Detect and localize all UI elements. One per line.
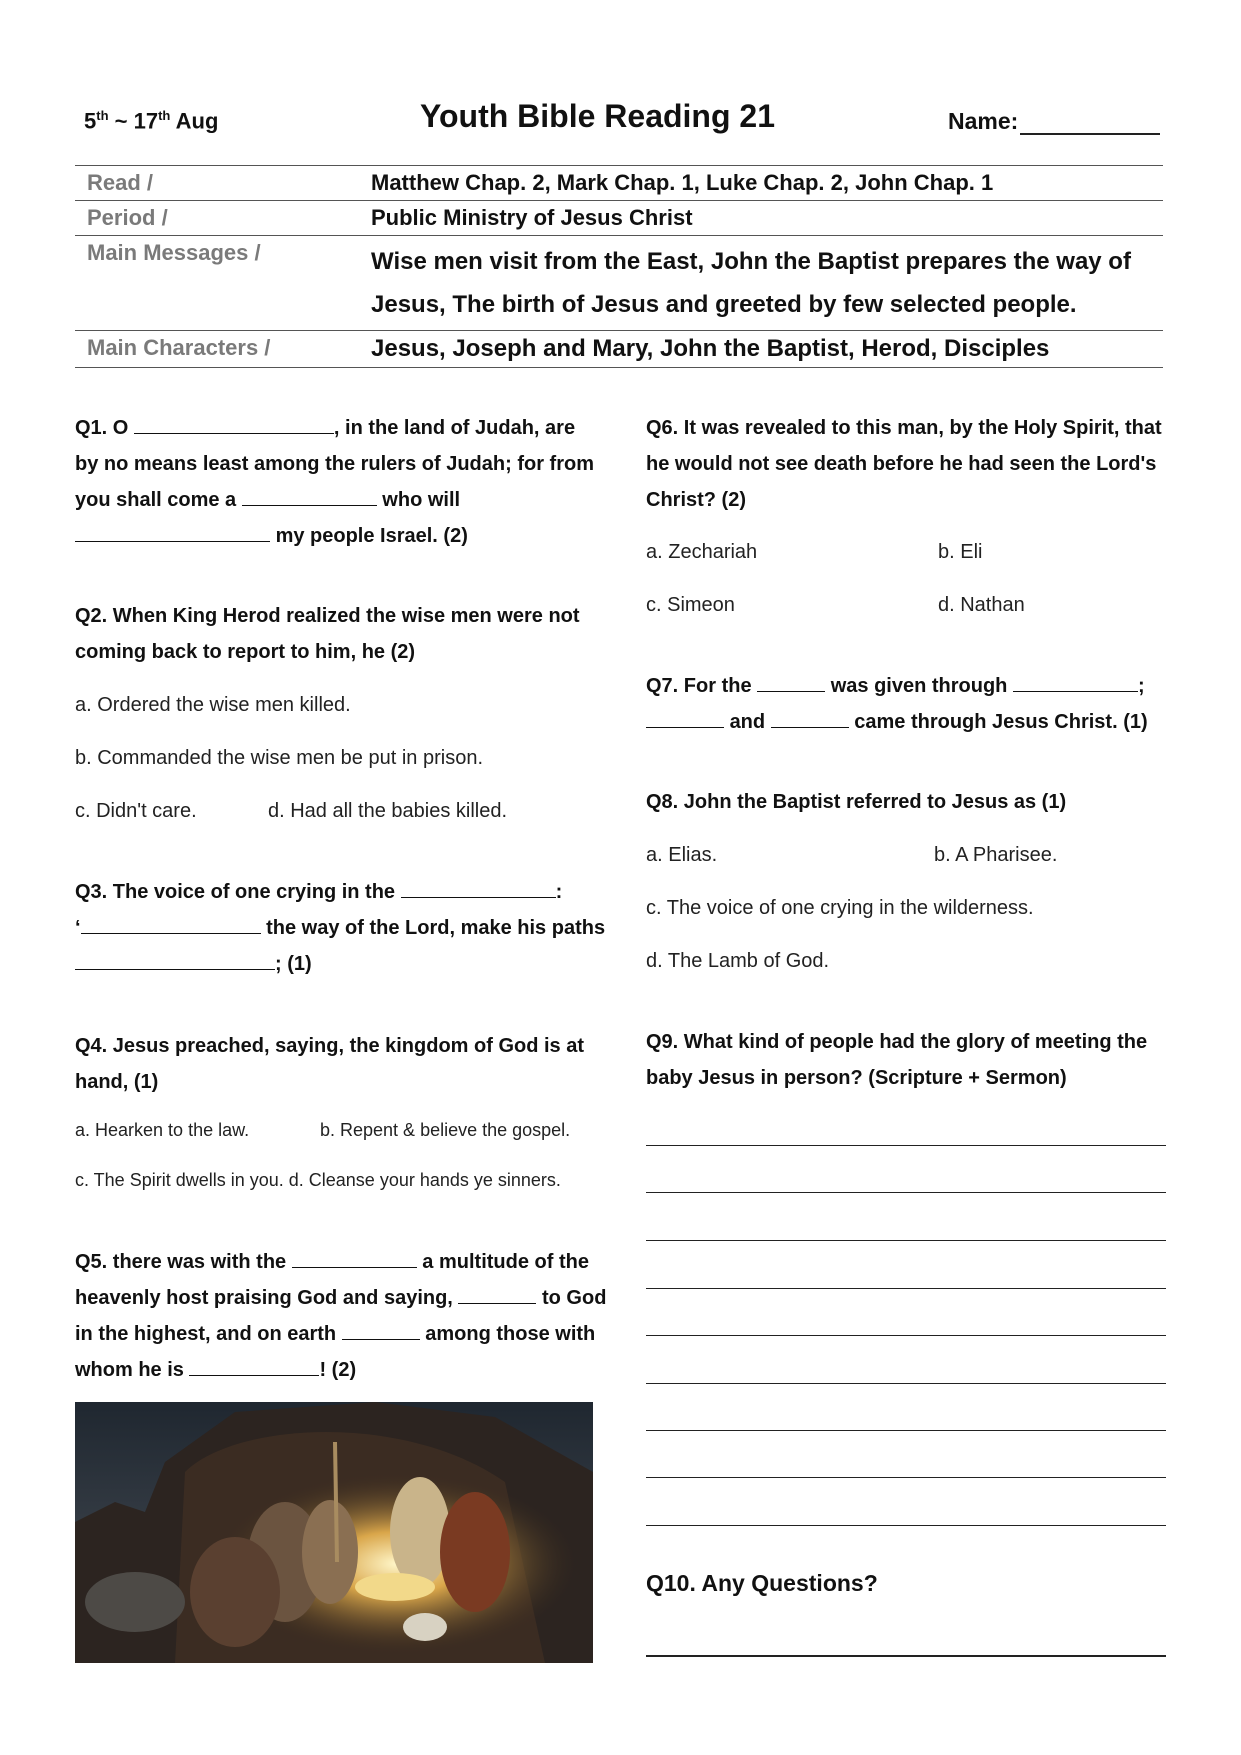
q9-answer-line-8[interactable] (646, 1477, 1166, 1478)
q8-option-a[interactable]: a. Elias. (646, 844, 718, 866)
q8-option-c[interactable]: c. The voice of one crying in the wilderness. (646, 897, 1034, 919)
q6-option-b[interactable]: b. Eli (938, 541, 983, 563)
q1-blank-3[interactable] (75, 521, 270, 542)
reading-info-table (75, 165, 1163, 368)
read-label: Read / (75, 166, 359, 201)
q8-option-d[interactable]: d. The Lamb of God. (646, 950, 830, 972)
q3-blank-2[interactable] (81, 913, 261, 934)
q6-option-d[interactable]: d. Nathan (938, 594, 1025, 616)
q1-blank-2[interactable] (242, 485, 377, 506)
question-1: Q1. O , in the land of Judah, are by no means least among the rulers of Judah; for from you shall come a who will my people Israel. (2) (75, 410, 600, 554)
q4-option-b[interactable]: b. Repent & believe the gospel. (320, 1120, 571, 1140)
reading-dates: 5th ~ 17th Aug (84, 108, 219, 134)
q3-blank-3[interactable] (75, 949, 275, 970)
page-title: Youth Bible Reading 21 (420, 98, 775, 134)
q5-blank-3[interactable] (342, 1319, 420, 1340)
q9-answer-line-5[interactable] (646, 1335, 1166, 1336)
q9-answer-line-1[interactable] (646, 1145, 1166, 1146)
read-value: Matthew Chap. 2, Mark Chap. 1, Luke Chap. 2, John Chap. 1 (359, 166, 1163, 201)
characters-value: Jesus, Joseph and Mary, John the Baptist, Herod, Disciples (359, 331, 1163, 368)
question-4: Q4. Jesus preached, saying, the kingdom of God is at hand, (1) (75, 1035, 585, 1093)
period-value: Public Ministry of Jesus Christ (359, 201, 1163, 236)
question-6: Q6. It was revealed to this man, by the Holy Spirit, that he would not see death before he had seen the Lord's Christ? (2) (646, 417, 1162, 511)
q10-answer-line[interactable] (646, 1655, 1166, 1657)
question-10: Q10. Any Questions? (646, 1570, 878, 1596)
q4-option-a[interactable]: a. Hearken to the law. (75, 1120, 250, 1140)
q9-answer-line-4[interactable] (646, 1288, 1166, 1289)
q2-option-b[interactable]: b. Commanded the wise men be put in prison. (75, 747, 483, 769)
q2-option-c[interactable]: c. Didn't care. (75, 800, 197, 822)
q2-option-d[interactable]: d. Had all the babies killed. (268, 800, 508, 822)
characters-label: Main Characters / (75, 331, 359, 368)
q6-option-a[interactable]: a. Zechariah (646, 541, 758, 563)
q3-blank-1[interactable] (401, 877, 556, 898)
q7-blank-4[interactable] (771, 707, 849, 728)
q9-answer-line-7[interactable] (646, 1430, 1166, 1431)
q5-blank-4[interactable] (189, 1355, 319, 1376)
q9-answer-line-2[interactable] (646, 1192, 1166, 1193)
q7-blank-1[interactable] (757, 671, 825, 692)
nativity-image (75, 1402, 593, 1663)
question-9: Q9. What kind of people had the glory of meeting the baby Jesus in person? (Scripture + Sermon) (646, 1031, 1148, 1089)
question-8: Q8. John the Baptist referred to Jesus as (1) (646, 791, 1067, 813)
q6-option-c[interactable]: c. Simeon (646, 594, 735, 616)
question-2: Q2. When King Herod realized the wise men were not coming back to report to him, he (2) (75, 605, 580, 663)
messages-value: Wise men visit from the East, John the Baptist prepares the way of Jesus, The birth of Jesus and greeted by few selected people. (359, 236, 1163, 331)
question-7: Q7. For the was given through ; and came through Jesus Christ. (1) (646, 668, 1176, 740)
q7-blank-3[interactable] (646, 707, 724, 728)
q5-blank-2[interactable] (458, 1283, 536, 1304)
messages-label: Main Messages / (75, 236, 359, 331)
name-blank[interactable] (1020, 111, 1160, 135)
q1-blank-1[interactable] (134, 413, 334, 434)
q9-answer-line-3[interactable] (646, 1240, 1166, 1241)
q8-option-b[interactable]: b. A Pharisee. (934, 844, 1058, 866)
name-field[interactable]: Name: (948, 108, 1160, 135)
period-label: Period / (75, 201, 359, 236)
q9-answer-line-9[interactable] (646, 1525, 1166, 1526)
q7-blank-2[interactable] (1013, 671, 1138, 692)
question-5: Q5. there was with the a multitude of the heavenly host praising God and saying, to God in the highest, and on earth among those with whom he is ! (2) (75, 1244, 615, 1388)
question-3: Q3. The voice of one crying in the : ‘ the way of the Lord, make his paths ; (1) (75, 874, 615, 982)
q4-option-cd[interactable]: c. The Spirit dwells in you. d. Cleanse your hands ye sinners. (75, 1170, 561, 1190)
q9-answer-line-6[interactable] (646, 1383, 1166, 1384)
q2-option-a[interactable]: a. Ordered the wise men killed. (75, 694, 351, 716)
q5-blank-1[interactable] (292, 1247, 417, 1268)
